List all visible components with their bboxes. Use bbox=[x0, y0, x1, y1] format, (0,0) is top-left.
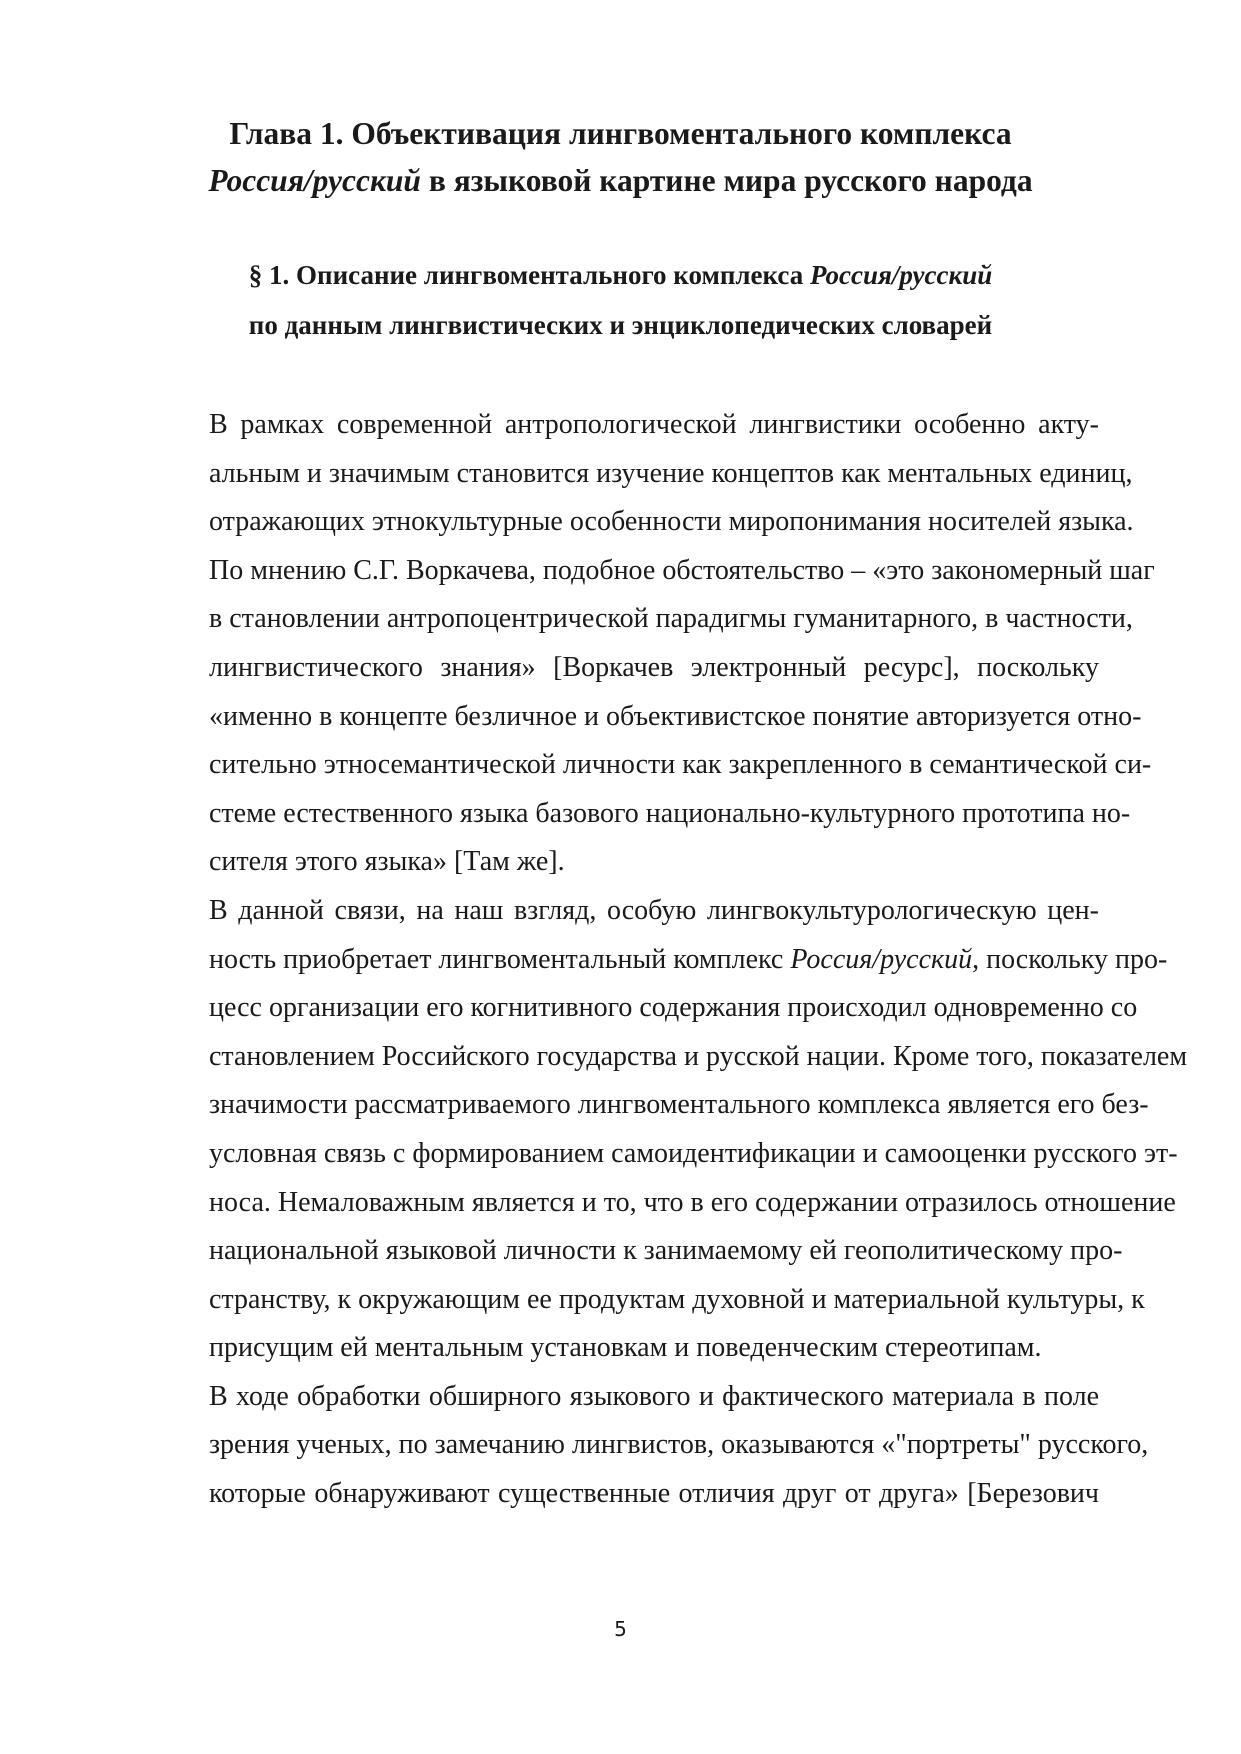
chapter-title bbox=[150, 110, 1091, 204]
text-line: отражающих этнокультурные особенности миропонимания носителей языка. bbox=[209, 506, 1134, 538]
text-line bbox=[135, 936, 1168, 985]
text-line: которые обнаруживают существенные отличия друг от друга» [Березович bbox=[209, 1478, 1099, 1510]
text-line: странству, к окружающим ее продуктам духовной и материальной культуры, к bbox=[209, 1283, 1145, 1315]
text-line: альным и значимым становится изучение концептов как ментальных единиц, bbox=[209, 457, 1133, 489]
text-line: В ходе обработки обширного языкового и фактического материала в поле bbox=[209, 1380, 1099, 1412]
italic-term: Россия/русский bbox=[790, 943, 973, 975]
text-line: лингвистического знания» [Воркачев электронный ресурс], поскольку bbox=[209, 651, 1099, 683]
text-line: В данной связи, на наш взгляд, особую лингвокультурологическую цен- bbox=[209, 894, 1099, 926]
text-line: цесс организации его когнитивного содержания происходил одновременно со bbox=[209, 992, 1138, 1024]
text-line: в становлении антропоцентрической парадигмы гуманитарного, в частности, bbox=[209, 603, 1133, 635]
page-number: 5 bbox=[614, 1617, 627, 1641]
text-line: стеме естественного языка базового национально-культурного прототипа но- bbox=[209, 797, 1131, 829]
section-title-line2: по данным лингвистических и энциклопедических словарей bbox=[248, 310, 993, 340]
text-line: национальной языковой личности к занимаемому ей геополитическому про- bbox=[209, 1235, 1123, 1267]
text-line: зрения ученых, по замечанию лингвистов, оказываются «"портреты" русского, bbox=[209, 1429, 1149, 1461]
text-segment: , поскольку про- bbox=[972, 943, 1168, 975]
body-text bbox=[135, 401, 1188, 1519]
section-title-italic-term: Россия/русский bbox=[810, 260, 993, 290]
text-line: значимости рассматриваемого лингвоментального комплекса является его без- bbox=[209, 1089, 1149, 1121]
chapter-title-line2: в языковой картине мира русского народа bbox=[420, 163, 1033, 198]
paragraph-1 bbox=[135, 401, 1155, 887]
chapter-title-italic-term: Россия/русский bbox=[208, 163, 421, 198]
text-line: условная связь с формированием самоидентификации и самооценки русского эт- bbox=[209, 1137, 1178, 1169]
text-line: становлением Российского государства и русской нации. Кроме того, показателем bbox=[209, 1040, 1188, 1072]
section-title bbox=[150, 250, 1091, 350]
text-line: По мнению С.Г. Воркачева, подобное обстоятельство – «это закономерный шаг bbox=[209, 554, 1155, 586]
text-line: сителя этого языка» [Там же]. bbox=[209, 846, 565, 878]
paragraph-2 bbox=[135, 887, 1188, 1373]
chapter-title-line1: Глава 1. Объективация лингвоментального комплекса bbox=[229, 116, 1012, 151]
text-segment: ность приобретает лингвоментальный комплекс bbox=[209, 943, 784, 975]
paragraph-3 bbox=[135, 1373, 1149, 1519]
text-line: присущим ей ментальным установкам и поведенческим стереотипам. bbox=[209, 1332, 1042, 1364]
text-line: «именно в концепте безличное и объективистское понятие авторизуется отно- bbox=[209, 700, 1142, 732]
text-line: В рамках современной антропологической лингвистики особенно акту- bbox=[209, 409, 1099, 440]
text-line: сительно этносемантической личности как закрепленного в семантической си- bbox=[209, 749, 1152, 781]
section-title-prefix: § 1. Описание лингвоментального комплекса bbox=[248, 260, 810, 290]
text-line: носа. Немаловажным является и то, что в его содержании отразилось отношение bbox=[209, 1186, 1176, 1218]
